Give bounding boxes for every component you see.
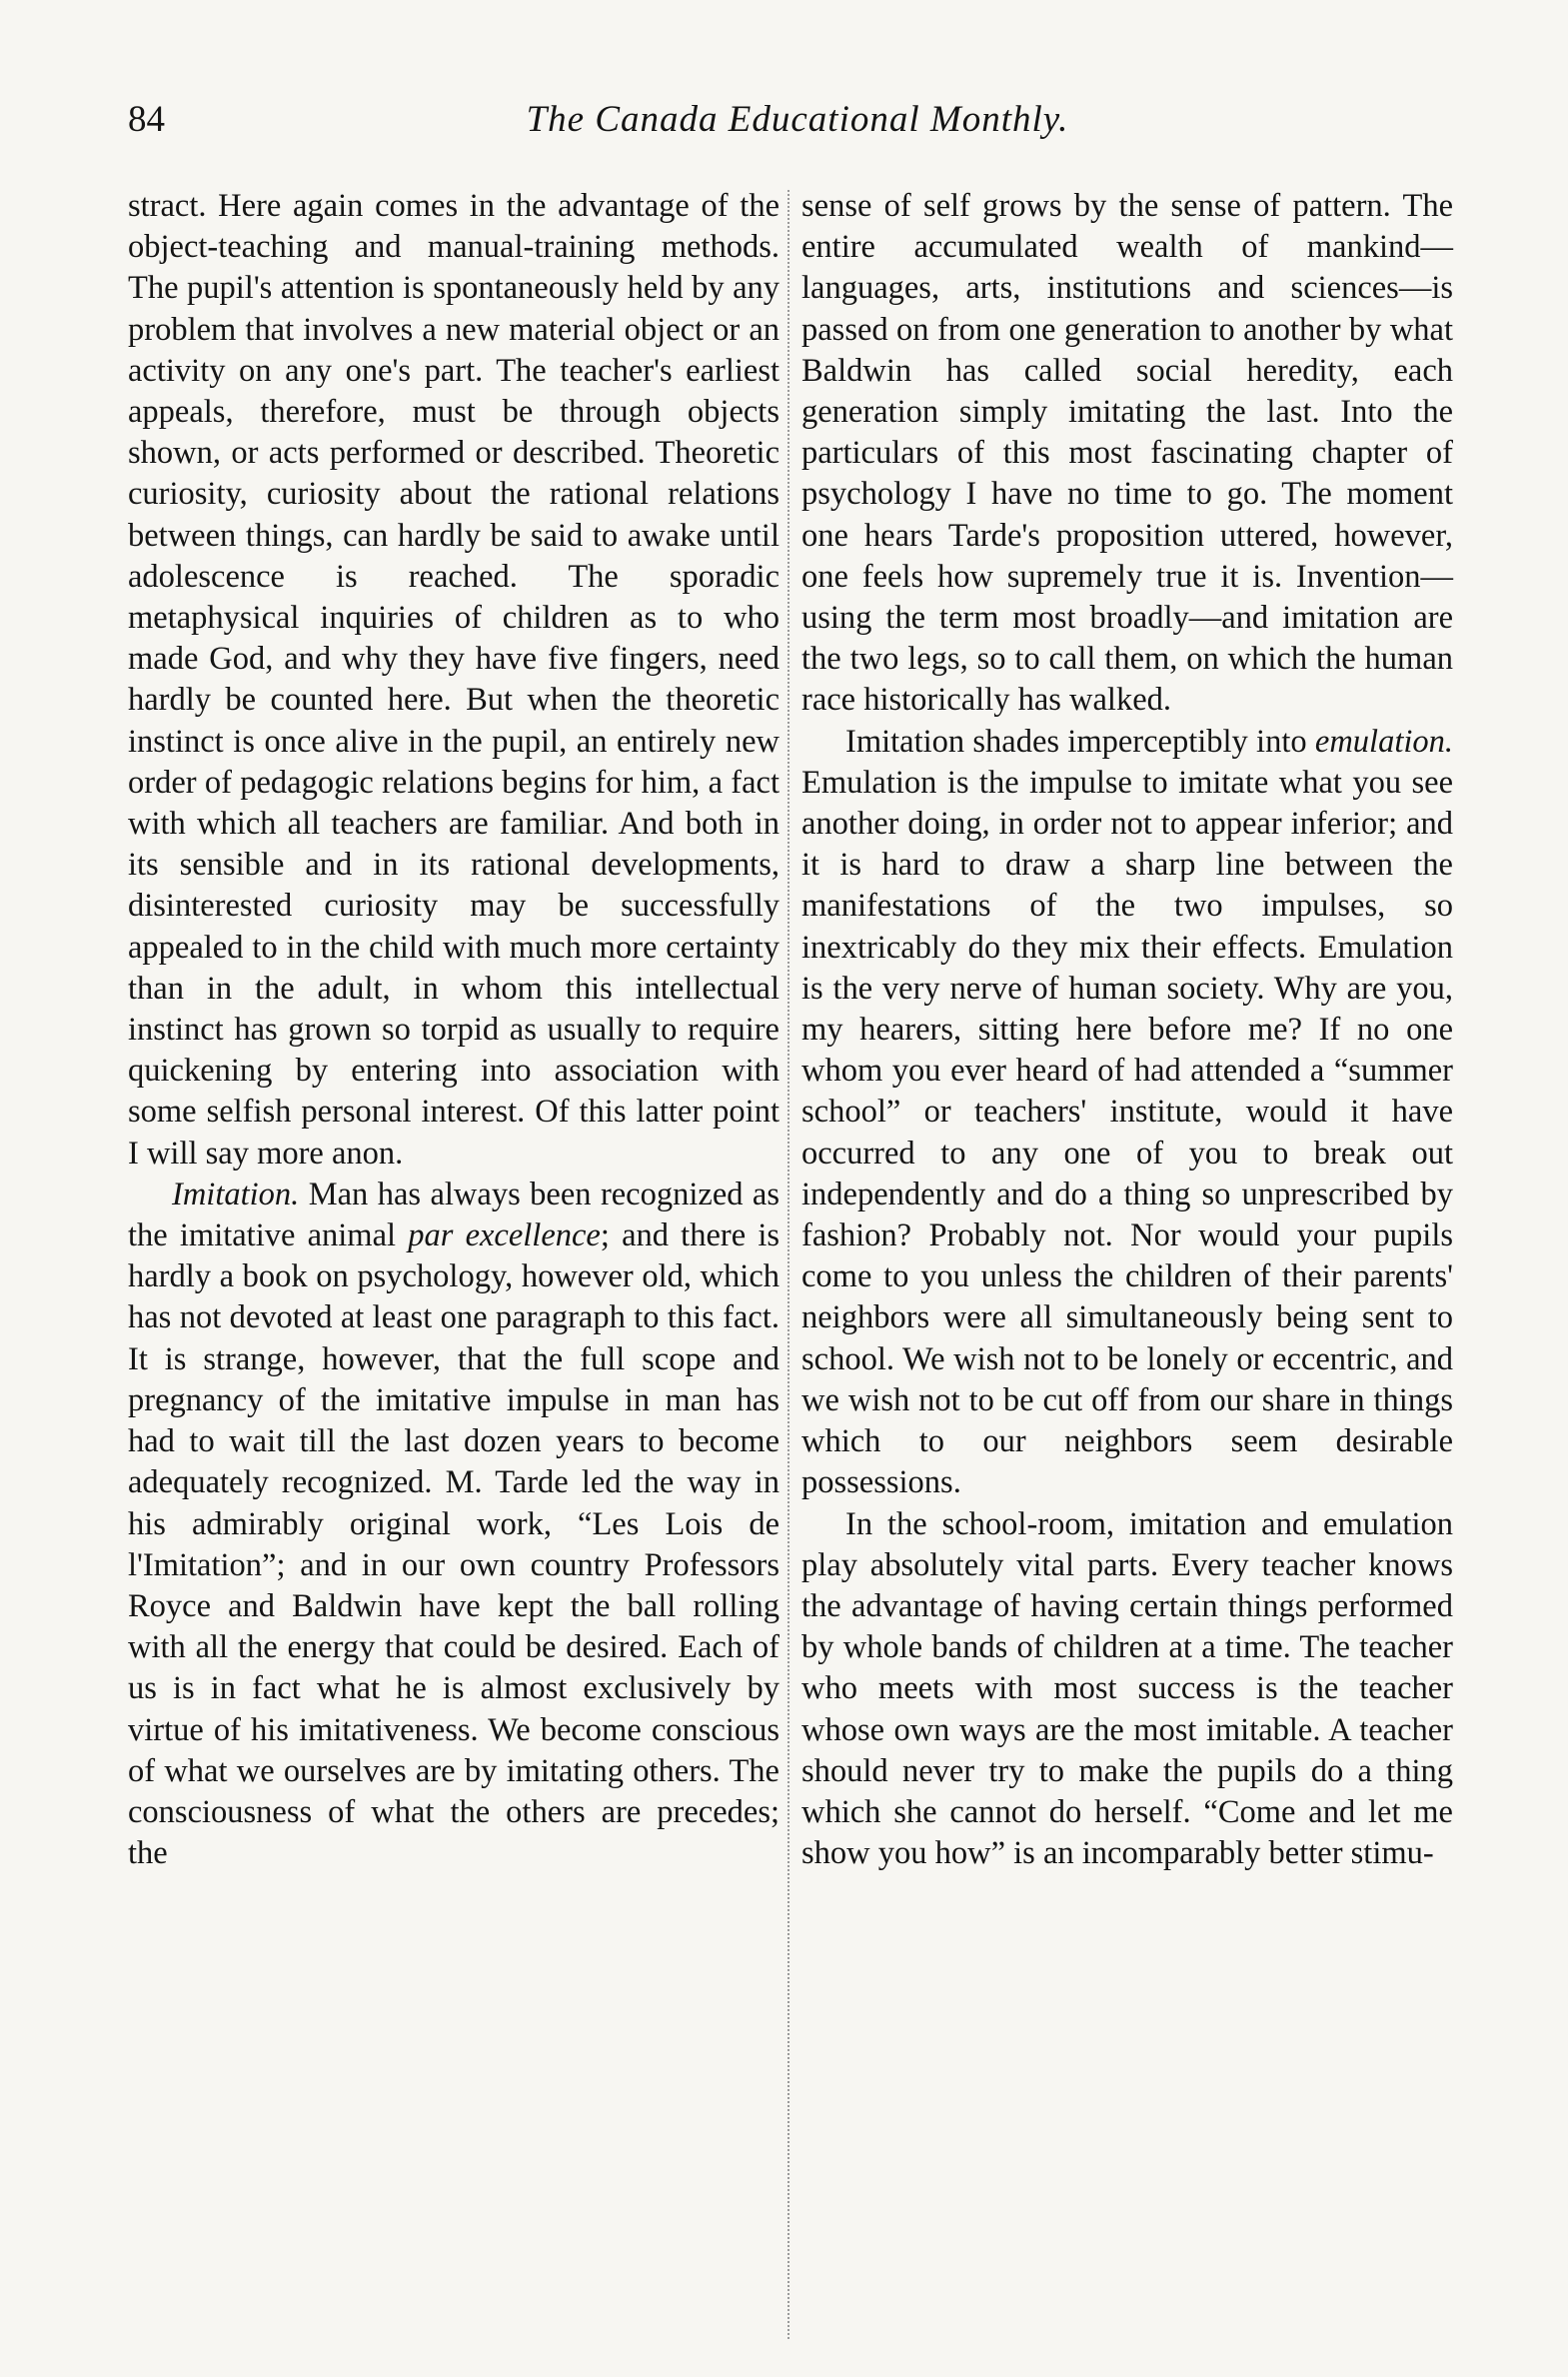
paragraph: In the school-room, imitation and emulation play absolutely vital parts. Every teacher knows the advantage of having certain things performed by whole bands of children at a time. The teacher who meets with most success is the teacher whose own ways are the most imitable. A teacher should never try to make the pupils do a thing which she cannot do herself. “Come and let me show you how” is an incomparably better stimu- [801, 1505, 1453, 1872]
right-column [801, 186, 1453, 1874]
paragraph [128, 1175, 780, 1874]
paragraph [801, 722, 1453, 1504]
left-column [128, 186, 780, 1874]
running-title: The Canada Educational Monthly. [526, 99, 1069, 140]
paragraph-text: ; and there is hardly a book on psychology, however old, which has not devoted at least one paragraph to this fact. It is strange, however, that the full scope and pregnancy of the imitative impulse in man has had to wait till the last dozen years to become adequately recognized. M. Tarde led the way in his admirably original work, “Les Lois de l'Imitation”; and in our own country Professors Royce and Baldwin have kept the ball rolling with all the energy that could be desired. Each of us is in fact what he is almost exclusively by virtue of his imitativeness. We become conscious of what we ourselves are by imitating others. The consciousness of what the others are precedes; the [128, 1217, 780, 1872]
column-divider [787, 190, 789, 2339]
paragraph-text: Emulation is the impulse to imitate what you see another doing, in order not to appear inferior; and it is hard to draw a sharp line between the manifestations of the two impulses, so inextricably do they mix their effects. Emulation is the very nerve of human society. Why are you, my hearers, sitting here before me? If no one whom you ever heard of had attended a “summer school” or teachers' institute, would it have occurred to any one of you to break out independently and do a thing so unprescribed by fashion? Probably not. Nor would your pupils come to you unless the children of their parents' neighbors were all simultaneously being sent to school. We wish not to be lonely or eccentric, and we wish not to be cut off from our share in things which to our neighbors seem desirable possessions. [801, 764, 1453, 1501]
paragraph-text: Imitation shades imperceptibly into [845, 723, 1315, 760]
paragraph-text: Man has always been recognized as the imitative animal [128, 1176, 780, 1254]
section-heading-imitation: Imitation. [172, 1176, 300, 1212]
italic-phrase: par excellence [408, 1217, 601, 1254]
running-header [128, 96, 1467, 144]
italic-term-emulation: emulation. [1314, 723, 1453, 760]
paragraph: sense of self grows by the sense of pattern. The entire accumulated wealth of mankind—languages, arts, institutions and sciences—is passed on from one generation to another by what Baldwin has called social heredity, each generation simply imitating the last. Into the particulars of this most fascinating chapter of psychology I have no time to go. The moment one hears Tarde's proposition uttered, however, one feels how supremely true it is. Invention—using the term most broadly—and imitation are the two legs, so to call them, on which the human race historically has walked. [801, 188, 1453, 719]
paragraph: stract. Here again comes in the advantage of the object-teaching and manual-training methods. The pupil's attention is spontaneously held by any problem that involves a new material object or an activity on any one's part. The teacher's earliest appeals, therefore, must be through objects shown, or acts performed or described. Theoretic curiosity, curiosity about the rational relations between things, can hardly be said to awake until adolescence is reached. The sporadic metaphysical inquiries of children as to who made God, and why they have five fingers, need hardly be counted here. But when the theoretic instinct is once alive in the pupil, an entirely new order of pedagogic relations begins for him, a fact with which all teachers are familiar. And both in its sensible and in its rational developments, disinterested curiosity may be successfully appealed to in the child with much more certainty than in the adult, in whom this intellectual instinct has grown so torpid as usually to require quickening by entering into association with some selfish personal interest. Of this latter point I will say more anon. [128, 188, 780, 1172]
page-number: 84 [128, 99, 165, 140]
